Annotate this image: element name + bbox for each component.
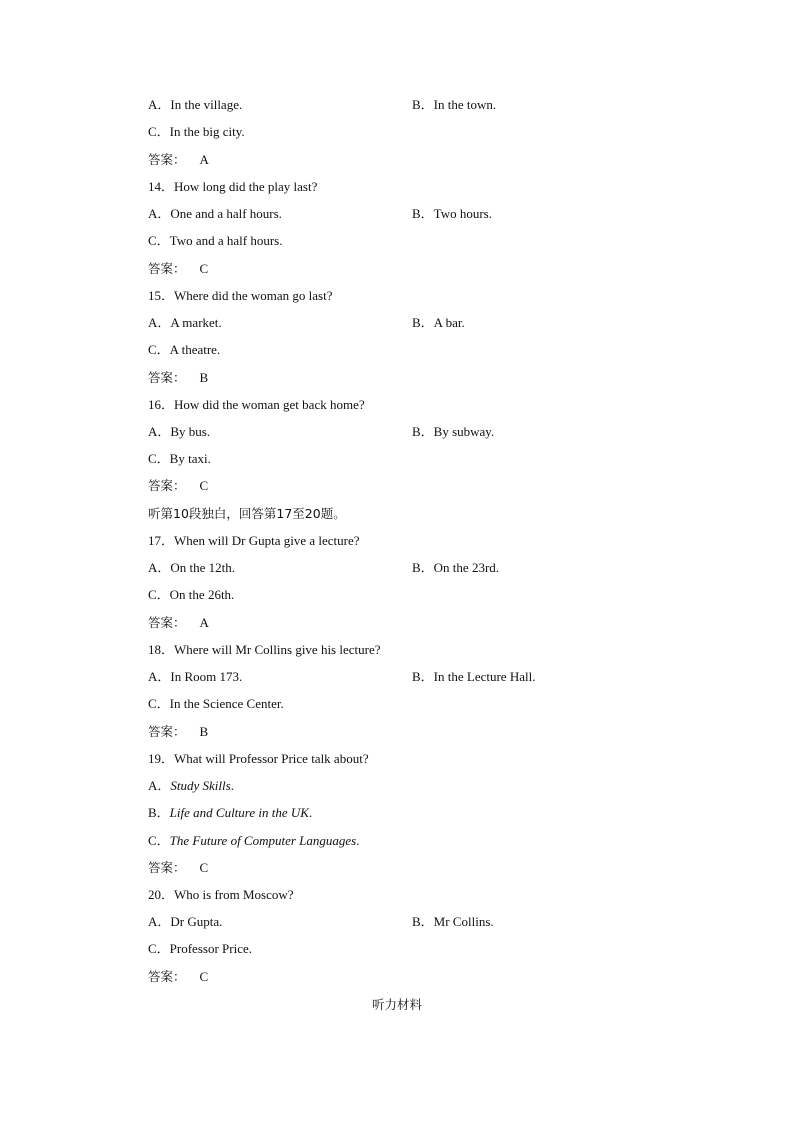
q13-option-b: B．In the town. [412, 97, 497, 112]
q18-question: 18．Where will Mr Collins give his lecture? [148, 642, 381, 657]
section-instruction: 听第10段独白，回答第17至20题。 [148, 506, 346, 521]
q15-option-b: B．A bar. [412, 315, 465, 330]
q20-question: 20．Who is from Moscow? [148, 887, 294, 902]
q14-question: 14．How long did the play last? [148, 179, 318, 194]
q15-answer [148, 370, 208, 386]
q13-option-c: C．In the big city. [148, 124, 245, 139]
option-period: . [230, 778, 234, 793]
q16-question: 16．How did the woman get back home? [148, 397, 365, 412]
answer-value: A [199, 615, 209, 630]
q13-option-a: A．In the village. [148, 97, 243, 112]
option-prefix: B． [148, 805, 170, 820]
option-title: Study Skills [170, 778, 231, 793]
option-prefix: A． [148, 778, 171, 793]
q17-option-b: B．On the 23rd. [412, 560, 500, 575]
q18-option-c: C．In the Science Center. [148, 696, 284, 711]
q15-option-a: A．A market. [148, 315, 222, 330]
answer-label: 答案： [148, 370, 186, 385]
q19-answer [148, 860, 208, 876]
listening-material-heading: 听力材料 [371, 997, 422, 1012]
q17-question: 17．When will Dr Gupta give a lecture? [148, 533, 360, 548]
q20-answer [148, 969, 208, 985]
q16-option-c: C．By taxi. [148, 451, 211, 466]
answer-value: C [199, 860, 209, 875]
answer-label: 答案： [148, 969, 186, 984]
option-period: . [356, 833, 360, 848]
q20-option-a: A．Dr Gupta. [148, 914, 223, 929]
q18-option-a: A．In Room 173. [148, 669, 243, 684]
q14-option-a: A．One and a half hours. [148, 206, 282, 221]
option-prefix: C． [148, 833, 170, 848]
answer-value: C [199, 478, 209, 493]
answer-label: 答案： [148, 724, 186, 739]
q15-option-c: C．A theatre. [148, 342, 221, 357]
q17-option-a: A．On the 12th. [148, 560, 236, 575]
q19-option-c [148, 833, 360, 849]
option-title: Life and Culture in the UK [169, 805, 309, 820]
answer-label: 答案： [148, 478, 186, 493]
q19-option-a [148, 778, 234, 794]
q16-option-b: B．By subway. [412, 424, 495, 439]
q14-option-b: B．Two hours. [412, 206, 492, 221]
answer-label: 答案： [148, 615, 186, 630]
q14-answer [148, 261, 208, 277]
option-period: . [308, 805, 313, 820]
answer-value: B [199, 724, 209, 739]
q13-answer [148, 152, 209, 168]
q18-answer [148, 724, 208, 740]
q17-option-c: C．On the 26th. [148, 587, 235, 602]
answer-value: B [199, 370, 209, 385]
q20-option-c: C．Professor Price. [148, 941, 252, 956]
q17-answer [148, 615, 209, 631]
q19-option-b [148, 805, 312, 821]
q14-option-c: C．Two and a half hours. [148, 233, 283, 248]
q16-answer [148, 478, 208, 494]
answer-label: 答案： [148, 152, 186, 167]
q19-question: 19．What will Professor Price talk about? [148, 751, 369, 766]
q18-option-b: B．In the Lecture Hall. [412, 669, 536, 684]
q16-option-a: A．By bus. [148, 424, 211, 439]
answer-label: 答案： [148, 860, 186, 875]
answer-label: 答案： [148, 261, 186, 276]
q20-option-b: B．Mr Collins. [412, 914, 494, 929]
option-title: The Future of Computer Languages [169, 833, 357, 848]
q15-question: 15．Where did the woman go last? [148, 288, 333, 303]
answer-value: C [199, 969, 209, 984]
answer-value: A [199, 152, 209, 167]
answer-value: C [199, 261, 209, 276]
